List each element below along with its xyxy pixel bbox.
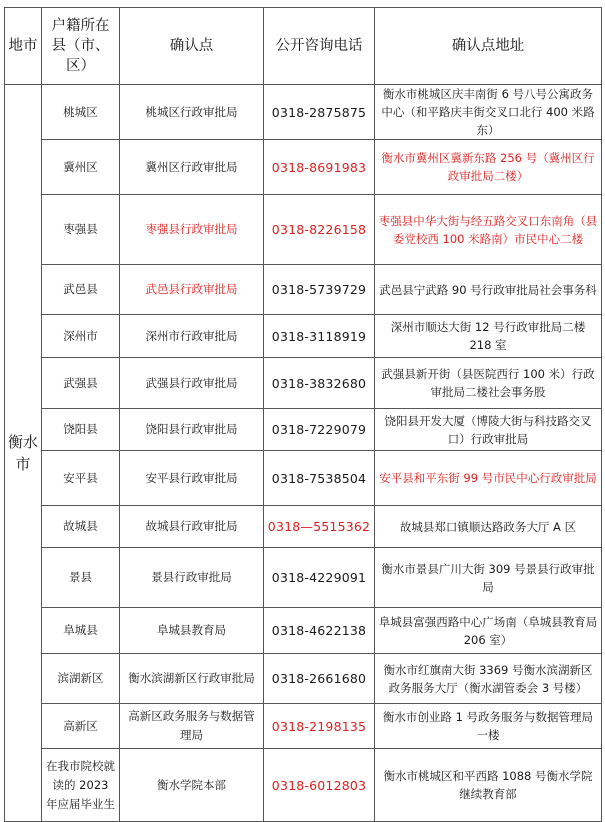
phone-cell: 0318-3832680 (264, 358, 375, 409)
county-cell: 饶阳县 (42, 409, 120, 451)
county-cell: 在我市院校就读的 2023 年应届毕业生 (42, 749, 120, 822)
table-row (5, 85, 602, 140)
county-cell: 武强县 (42, 358, 120, 409)
point-cell: 高新区政务服务与数据管理局 (120, 704, 264, 749)
header-county: 户籍所在县（市、区） (42, 8, 120, 85)
address-cell: 衡水市桃城区和平西路 1088 号衡水学院继续教育部 (375, 749, 602, 822)
table-row (5, 358, 602, 409)
phone-cell: 0318-2198135 (264, 704, 375, 749)
phone-cell: 0318-6012803 (264, 749, 375, 822)
header-phone: 公开咨询电话 (264, 8, 375, 85)
county-cell: 武邑县 (42, 265, 120, 315)
address-cell: 深州市顺达大街 12 号行政审批局二楼 218 室 (375, 315, 602, 358)
county-cell: 冀州区 (42, 140, 120, 195)
table-row (5, 654, 602, 704)
table-row (5, 409, 602, 451)
phone-cell: 0318-4229091 (264, 548, 375, 608)
county-cell: 深州市 (42, 315, 120, 358)
address-cell: 武邑县宁武路 90 号行政审批局社会事务科 (375, 265, 602, 315)
address-cell: 阜城县富强西路中心广场南（阜城县教育局 206 室） (375, 608, 602, 654)
table-row (5, 608, 602, 654)
address-cell: 安平县和平东街 99 号市民中心行政审批局 (375, 451, 602, 506)
point-cell: 安平县行政审批局 (120, 451, 264, 506)
point-cell: 冀州区行政审批局 (120, 140, 264, 195)
phone-cell: 0318-7229079 (264, 409, 375, 451)
county-cell: 桃城区 (42, 85, 120, 140)
header-row (5, 8, 602, 85)
table-row (5, 704, 602, 749)
point-cell: 武邑县行政审批局 (120, 265, 264, 315)
address-cell: 衡水市景县广川大街 309 号景县行政审批局 (375, 548, 602, 608)
address-cell: 衡水市冀州区冀新东路 256 号（冀州区行政审批局二楼） (375, 140, 602, 195)
point-cell: 故城县行政审批局 (120, 506, 264, 548)
address-cell: 衡水市创业路 1 号政务服务与数据管理局一楼 (375, 704, 602, 749)
confirmation-points-table (4, 7, 602, 822)
address-cell: 饶阳县开发大厦（博陵大街与科技路交叉口）行政审批局 (375, 409, 602, 451)
point-cell: 景县行政审批局 (120, 548, 264, 608)
county-cell: 高新区 (42, 704, 120, 749)
point-cell: 衡水滨湖新区行政审批局 (120, 654, 264, 704)
table-row (5, 749, 602, 822)
county-cell: 故城县 (42, 506, 120, 548)
phone-cell: 0318-8226158 (264, 195, 375, 265)
point-cell: 桃城区行政审批局 (120, 85, 264, 140)
phone-cell: 0318-8691983 (264, 140, 375, 195)
table-row (5, 265, 602, 315)
phone-cell: 0318-7538504 (264, 451, 375, 506)
county-cell: 枣强县 (42, 195, 120, 265)
phone-cell: 0318—5515362 (264, 506, 375, 548)
point-cell: 武强县行政审批局 (120, 358, 264, 409)
point-cell: 饶阳县行政审批局 (120, 409, 264, 451)
table-row (5, 451, 602, 506)
city-name: 衡水市 (5, 85, 42, 822)
phone-cell: 0318-4622138 (264, 608, 375, 654)
header-address: 确认点地址 (375, 8, 602, 85)
point-cell: 阜城县教育局 (120, 608, 264, 654)
phone-cell: 0318-3118919 (264, 315, 375, 358)
address-cell: 武强县新开街（县医院西行 100 米）行政审批局二楼社会事务股 (375, 358, 602, 409)
address-cell: 故城县郑口镇顺达路政务大厅 A 区 (375, 506, 602, 548)
county-cell: 安平县 (42, 451, 120, 506)
point-cell: 深州市行政审批局 (120, 315, 264, 358)
header-point: 确认点 (120, 8, 264, 85)
county-cell: 阜城县 (42, 608, 120, 654)
phone-cell: 0318-5739729 (264, 265, 375, 315)
table-row (5, 195, 602, 265)
table-row (5, 315, 602, 358)
phone-cell: 0318-2875875 (264, 85, 375, 140)
address-cell: 衡水市红旗南大街 3369 号衡水滨湖新区政务服务大厅（衡水湖管委会 3 号楼） (375, 654, 602, 704)
table-row (5, 548, 602, 608)
point-cell: 枣强县行政审批局 (120, 195, 264, 265)
address-cell: 枣强县中华大街与经五路交叉口东南角（县委党校西 100 米路南）市民中心二楼 (375, 195, 602, 265)
address-cell: 衡水市桃城区庆丰南街 6 号八号公寓政务中心（和平路庆丰街交叉口北行 400 米路东） (375, 85, 602, 140)
phone-cell: 0318-2661680 (264, 654, 375, 704)
point-cell: 衡水学院本部 (120, 749, 264, 822)
table-row (5, 506, 602, 548)
header-city: 地市 (5, 8, 42, 85)
county-cell: 滨湖新区 (42, 654, 120, 704)
county-cell: 景县 (42, 548, 120, 608)
table-row (5, 140, 602, 195)
